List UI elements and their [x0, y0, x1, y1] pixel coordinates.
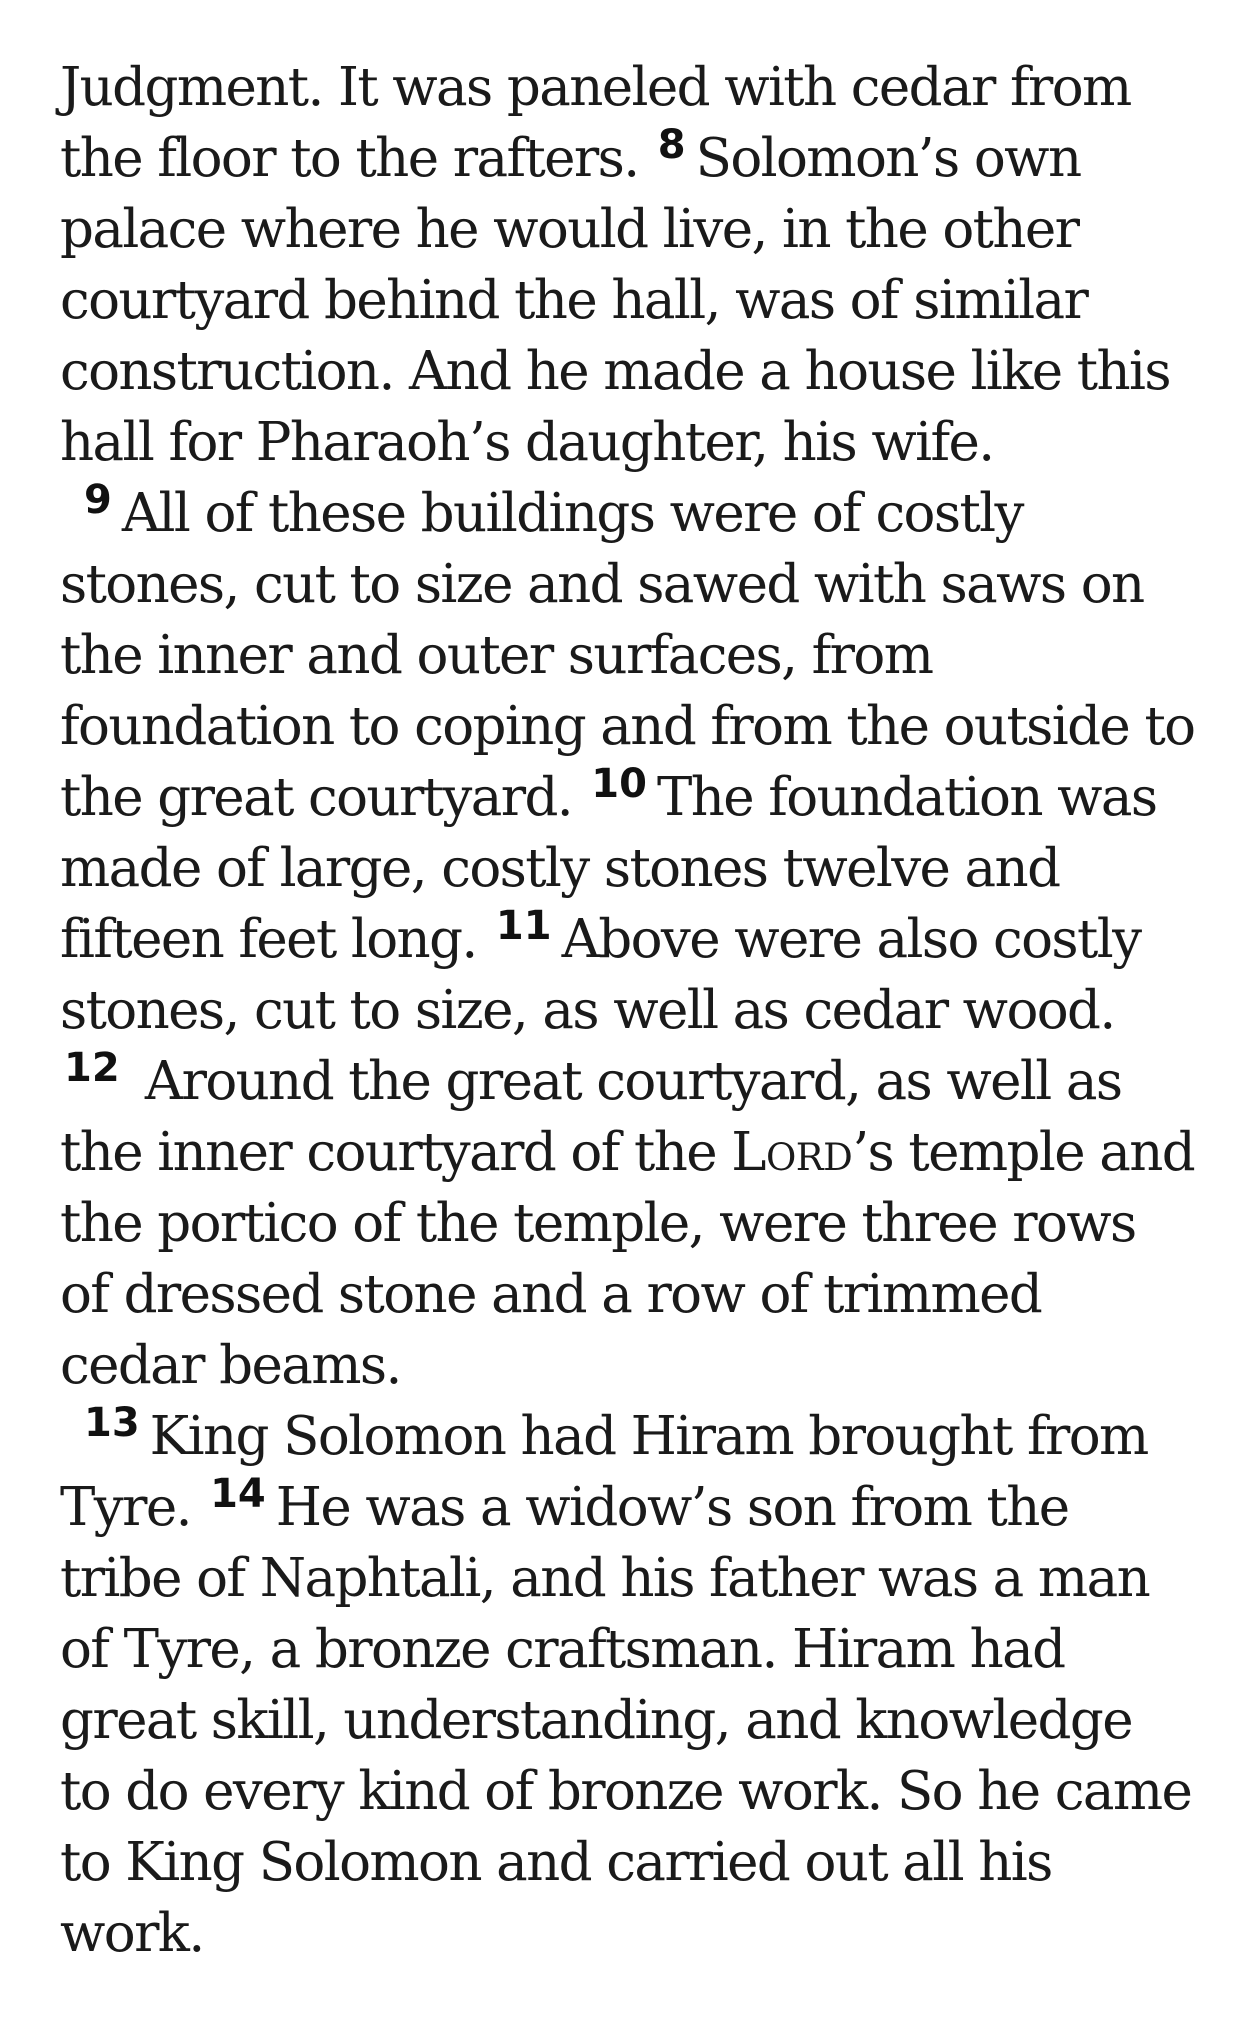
verse-text: He was a widow’s son from the tribe of Naphtali, and his father was a man of Tyre, a bronze craftsman. Hiram had great skill, understanding, and knowledge to do every kind of bronze work. So he came to King Solomon and carried out all his work. — [60, 1477, 1192, 1964]
verse-number-11[interactable]: 11 — [495, 903, 552, 949]
verse-text: All of these buildings were of costly stones, cut to size and sawed with saws on the inner and outer surfaces, from foundation to coping and from the outside to the great courtyard. — [60, 483, 1195, 828]
verse-number-14[interactable]: 14 — [210, 1471, 266, 1517]
verse-text: The foundation was made of large, costly stones twelve and fifteen feet long. — [60, 767, 1157, 970]
lord-small-caps: Lord — [731, 1122, 853, 1183]
verse-number-8[interactable]: 8 — [657, 122, 686, 168]
verse-text: Around the great courtyard, as well as the inner courtyard of the — [60, 1051, 1122, 1183]
verse-number-12[interactable]: 12 — [64, 1045, 120, 1091]
paragraph — [60, 478, 1195, 1401]
verse-text: ’s temple and the portico of the temple, were three rows of dressed stone and a row of trimmed cedar beams. — [60, 1122, 1195, 1396]
verse-text: Judgment. It was paneled with cedar from the floor to the rafters. — [60, 57, 1131, 189]
paragraph — [60, 1401, 1195, 1969]
verse-number-13[interactable]: 13 — [84, 1400, 140, 1446]
reading-page — [60, 52, 1195, 1969]
verse-number-9[interactable]: 9 — [84, 477, 112, 523]
paragraph — [60, 52, 1195, 478]
verse-text: King Solomon had Hiram brought from Tyre. — [60, 1406, 1148, 1538]
verse-number-10[interactable]: 10 — [591, 761, 647, 807]
verse-text: Solomon’s own palace where he would live, in the other courtyard behind the hall, was of similar construction. And he made a house like this hall for Pharaoh’s daughter, his wife. — [60, 128, 1170, 473]
verse-text: Above were also costly stones, cut to size, as well as cedar wood. — [60, 909, 1141, 1041]
